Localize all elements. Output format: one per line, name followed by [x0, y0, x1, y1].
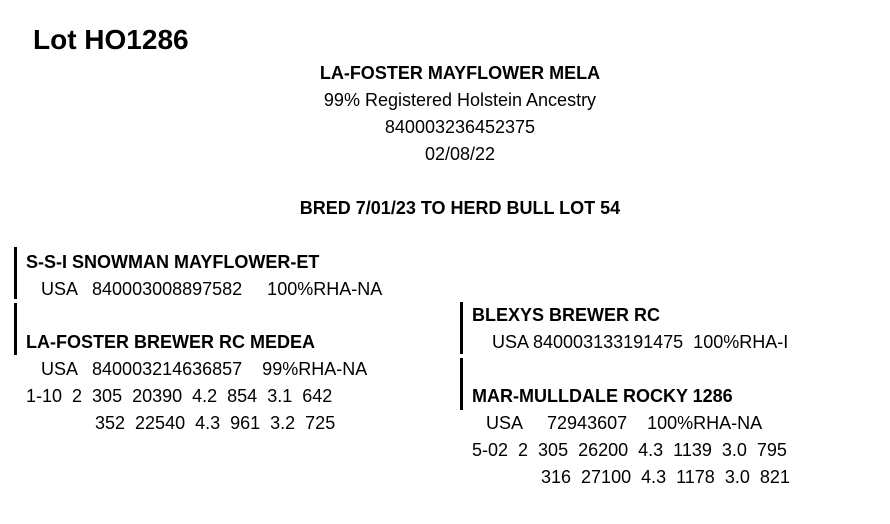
dam-sire-info: USA 840003133191475 100%RHA-I [492, 332, 789, 352]
dam-record-2: 352 22540 4.3 961 3.2 725 [95, 413, 336, 433]
dam-dam-record-2: 316 27100 4.3 1178 3.0 821 [541, 467, 790, 487]
bred-info: BRED 7/01/23 TO HERD BULL LOT 54 [299, 198, 621, 218]
animal-name: LA-FOSTER MAYFLOWER MELA [319, 63, 601, 83]
dam-name: LA-FOSTER BREWER RC MEDEA [26, 332, 315, 352]
dam-sire-bracket [460, 302, 463, 354]
dam-info: USA 840003214636857 99%RHA-NA [41, 359, 368, 379]
sire-name: S-S-I SNOWMAN MAYFLOWER-ET [26, 252, 320, 272]
sire-info: USA 840003008897582 100%RHA-NA [41, 279, 383, 299]
dam-dam-bracket [460, 358, 463, 410]
dam-dam-name: MAR-MULLDALE ROCKY 1286 [472, 386, 733, 406]
animal-id: 840003236452375 [384, 117, 536, 137]
dam-sire-name: BLEXYS BREWER RC [472, 305, 661, 325]
dam-dam-record-1: 5-02 2 305 26200 4.3 1139 3.0 795 [472, 440, 787, 460]
dam-bracket [14, 303, 17, 355]
animal-ancestry: 99% Registered Holstein Ancestry [323, 90, 597, 110]
animal-dob: 02/08/22 [424, 144, 496, 164]
dam-dam-info: USA 72943607 100%RHA-NA [486, 413, 763, 433]
sire-bracket [14, 247, 17, 299]
lot-number: Lot HO1286 [33, 24, 189, 55]
dam-record-1: 1-10 2 305 20390 4.2 854 3.1 642 [26, 386, 333, 406]
